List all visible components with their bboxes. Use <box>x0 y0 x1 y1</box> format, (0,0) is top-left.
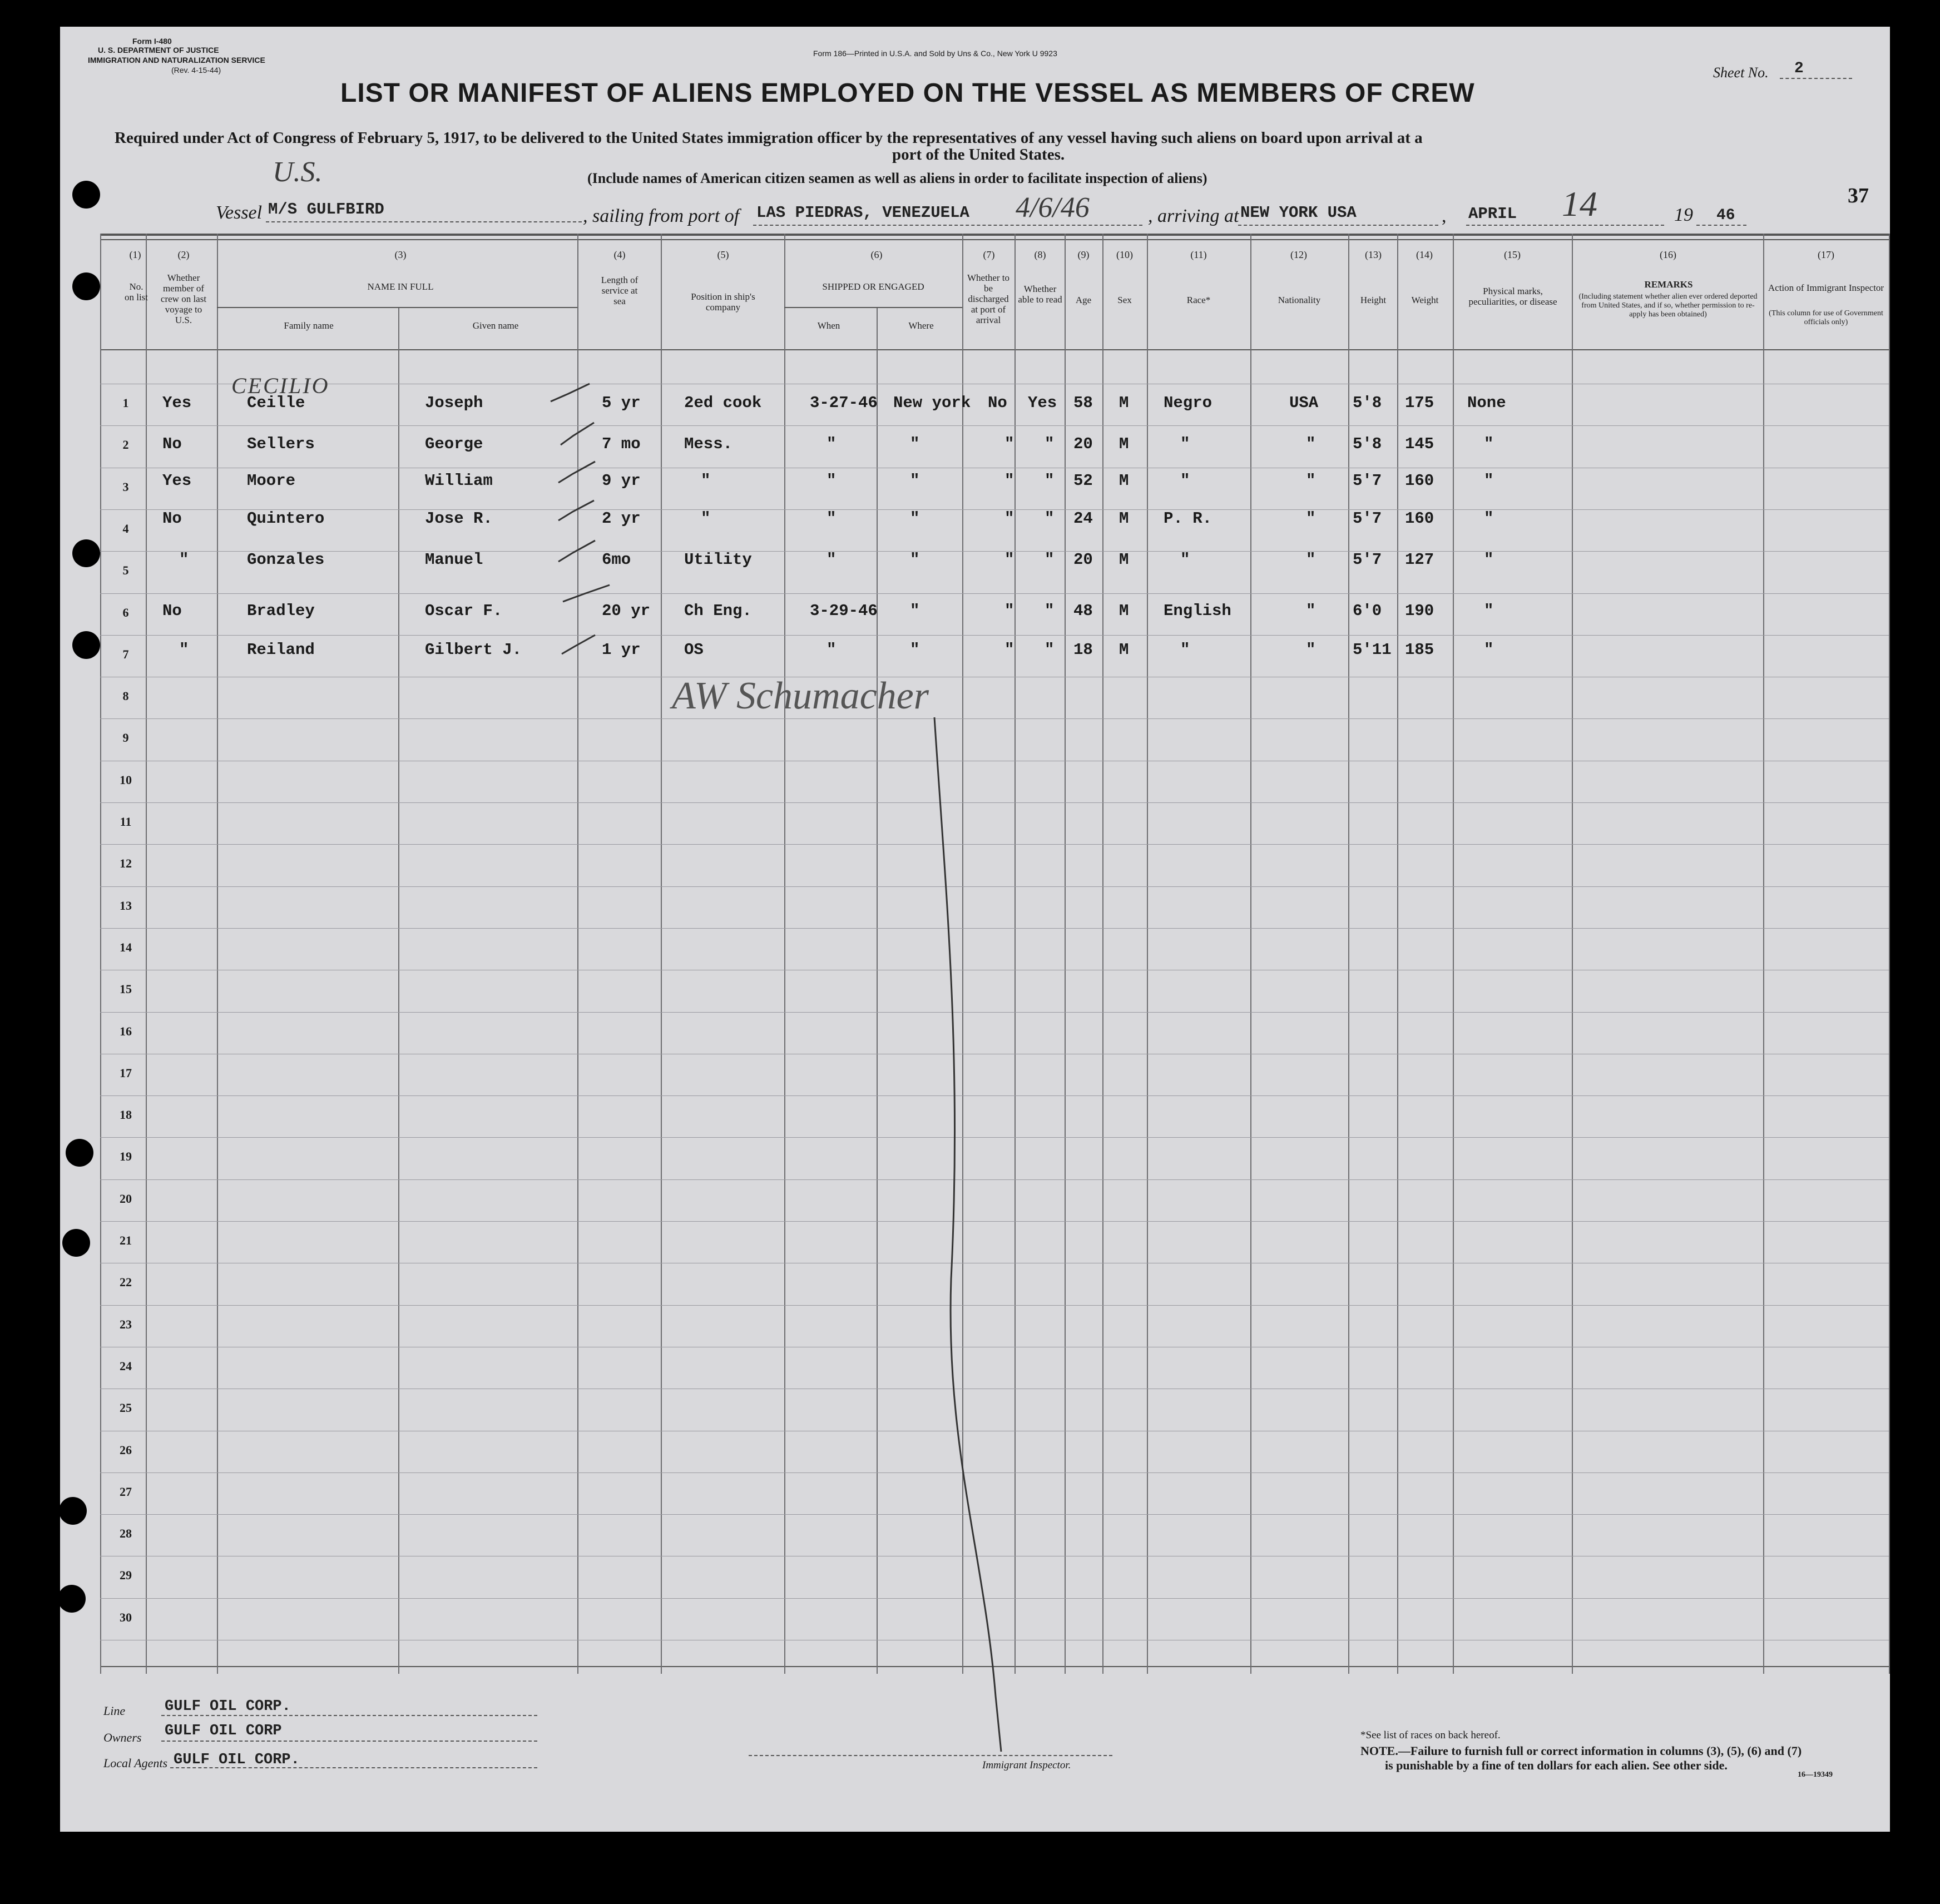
col16-header: REMARKS <box>1644 279 1693 290</box>
weight-cell: 190 <box>1405 602 1434 620</box>
col13-header: Height <box>1360 295 1387 305</box>
handwritten-us: U.S. <box>273 156 323 188</box>
note-line-1: NOTE.—Failure to furnish full or correct information in columns (3), (5), (6) and (7) <box>1360 1744 1802 1758</box>
row-number: 3 <box>122 480 129 494</box>
nationality-cell: " <box>1306 551 1316 569</box>
row-rule <box>100 551 1889 552</box>
punch-hole <box>58 1585 86 1613</box>
service-cell: 6mo <box>602 551 631 569</box>
family-name-cell: Ceille <box>247 394 305 412</box>
row-rule <box>100 1472 1889 1473</box>
port-to: NEW YORK USA <box>1240 204 1357 222</box>
sex-cell: M <box>1119 641 1129 659</box>
read-cell: " <box>1045 435 1055 453</box>
shipped-where-cell: " <box>910 472 920 490</box>
voyage-cell: No <box>162 602 182 620</box>
position-cell: Mess. <box>684 435 733 453</box>
col3b-header: Given name <box>472 320 519 331</box>
col17-header: Action of Immigrant Inspector <box>1768 282 1884 293</box>
marks-cell: " <box>1484 472 1494 490</box>
marks-cell: " <box>1484 509 1494 528</box>
punch-hole <box>62 1229 90 1257</box>
col8-number: (8) <box>1034 249 1046 260</box>
line-value: GULF OIL CORP. <box>165 1698 291 1715</box>
note-line-2: is punishable by a fine of ten dollars for each alien. See other side. <box>1385 1758 1728 1772</box>
position-cell: Utility <box>684 551 752 569</box>
handwritten-date: 4/6/46 <box>1016 192 1090 224</box>
col10-number: (10) <box>1116 249 1133 260</box>
manifest-table <box>100 234 1889 1674</box>
marks-cell: None <box>1467 394 1506 412</box>
weight-cell: 145 <box>1405 435 1434 453</box>
shipped-when-cell: 3-29-46 <box>810 602 878 620</box>
owners-value: GULF OIL CORP <box>165 1723 282 1739</box>
shipped-when-cell: " <box>827 435 837 453</box>
voyage-cell: Yes <box>162 472 192 490</box>
sailing-label: , sailing from port of <box>583 206 740 226</box>
vessel-name: M/S GULFBIRD <box>268 200 384 219</box>
row-rule <box>100 844 1889 845</box>
port-from: LAS PIEDRAS, VENEZUELA <box>756 204 969 222</box>
race-cell: " <box>1180 641 1190 659</box>
shipped-where-cell: " <box>910 551 920 569</box>
col13-number: (13) <box>1365 249 1382 260</box>
row-number: 18 <box>120 1108 132 1122</box>
shipped-when-cell: " <box>827 641 837 659</box>
row-number: 10 <box>120 773 132 787</box>
family-name-cell: Reiland <box>247 641 315 659</box>
height-cell: 6'0 <box>1353 602 1382 620</box>
row-number: 13 <box>120 899 132 913</box>
row-rule <box>100 635 1889 636</box>
col6-header: SHIPPED OR ENGAGED <box>822 281 924 292</box>
row-number: 6 <box>122 606 129 619</box>
col16-subheader: (Including statement whether alien ever ordered deported from United States, and if so, whether permission to re-apply has been obtained) <box>1578 292 1758 319</box>
form-id: Form I-480 <box>132 37 172 46</box>
row-number: 23 <box>120 1317 132 1331</box>
sheet-number: 2 <box>1794 60 1804 77</box>
page-number: 37 <box>1848 184 1869 207</box>
weight-cell: 127 <box>1405 551 1434 569</box>
discharged-cell: " <box>1004 641 1014 659</box>
row-number: 9 <box>122 731 129 745</box>
age-cell: 58 <box>1073 394 1093 412</box>
punch-hole <box>72 272 100 300</box>
punch-hole <box>72 631 100 659</box>
service-cell: 7 mo <box>602 435 641 453</box>
row-number: 2 <box>122 438 129 452</box>
department-line: U. S. DEPARTMENT OF JUSTICE <box>98 46 219 54</box>
row-number: 1 <box>122 396 129 410</box>
year-suffix: 46 <box>1716 207 1735 224</box>
col6a-header: When <box>817 320 840 331</box>
col2-header: Whether member of crew on last voyage to U.S. <box>160 272 207 325</box>
sex-cell: M <box>1119 435 1129 453</box>
height-cell: 5'7 <box>1353 551 1382 569</box>
family-name-cell: Quintero <box>247 509 325 528</box>
shipped-where-cell: " <box>910 641 920 659</box>
race-cell: " <box>1180 551 1190 569</box>
year-prefix: 19 <box>1674 205 1693 225</box>
row-rule <box>100 1305 1889 1306</box>
printer-line: Form 186—Printed in U.S.A. and Sold by Uns & Co., New York U 9923 <box>813 49 1057 58</box>
nationality-cell: " <box>1306 602 1316 620</box>
shipped-where-cell: " <box>910 435 920 453</box>
col4-header: Length of service at sea <box>601 275 639 306</box>
row-rule <box>100 802 1889 803</box>
row-rule <box>100 1095 1889 1096</box>
service-cell: 20 yr <box>602 602 651 620</box>
inspector-label: Immigrant Inspector. <box>982 1759 1071 1771</box>
row-rule <box>100 1012 1889 1013</box>
weight-cell: 160 <box>1405 472 1434 490</box>
row-rule <box>100 1598 1889 1599</box>
age-cell: 24 <box>1073 509 1093 528</box>
position-cell: 2ed cook <box>684 394 762 412</box>
discharged-cell: " <box>1004 602 1014 620</box>
family-name-cell: Bradley <box>247 602 315 620</box>
row-number: 20 <box>120 1192 132 1206</box>
col9-number: (9) <box>1077 249 1090 260</box>
row-number: 22 <box>120 1275 132 1289</box>
agents-value: GULF OIL CORP. <box>174 1752 300 1768</box>
height-cell: 5'11 <box>1353 641 1392 659</box>
marks-cell: " <box>1484 641 1494 659</box>
height-cell: 5'7 <box>1353 509 1382 528</box>
service-cell: 2 yr <box>602 509 641 528</box>
shipped-where-cell: " <box>910 602 920 620</box>
sex-cell: M <box>1119 472 1129 490</box>
position-cell: " <box>701 472 711 490</box>
col12-header: Nationality <box>1278 295 1321 305</box>
row-rule <box>100 1514 1889 1515</box>
discharged-cell: " <box>1004 435 1014 453</box>
row-rule <box>100 425 1889 426</box>
include-line: (Include names of American citizen seamen as well as aliens in order to facilitate inspection of aliens) <box>587 170 1207 186</box>
age-cell: 18 <box>1073 641 1093 659</box>
discharged-cell: " <box>1004 551 1014 569</box>
marks-cell: " <box>1484 551 1494 569</box>
weight-cell: 175 <box>1405 394 1434 412</box>
nationality-cell: USA <box>1289 394 1319 412</box>
arrival-day: 14 <box>1562 184 1597 224</box>
row-number: 29 <box>120 1568 132 1582</box>
inspector-signature: AW Schumacher <box>672 675 929 717</box>
given-name-cell: Oscar F. <box>425 602 503 620</box>
col14-number: (14) <box>1416 249 1433 260</box>
row-number: 27 <box>120 1485 132 1499</box>
col15-number: (15) <box>1504 249 1521 260</box>
col3-header: NAME IN FULL <box>367 281 434 292</box>
discharged-cell: No <box>988 394 1007 412</box>
row-rule <box>100 1137 1889 1138</box>
row-number: 24 <box>120 1359 132 1373</box>
age-cell: 20 <box>1073 551 1093 569</box>
shipped-where-cell: " <box>910 509 920 528</box>
height-cell: 5'8 <box>1353 394 1382 412</box>
col15-header: Physical marks, peculiarities, or disease <box>1468 286 1557 307</box>
shipped-when-cell: " <box>827 551 837 569</box>
row-number: 25 <box>120 1401 132 1415</box>
row-number: 28 <box>120 1526 132 1540</box>
col7-header: Whether to be discharged at port of arrival <box>967 272 1009 325</box>
row-rule <box>100 509 1889 510</box>
revision-line: (Rev. 4-15-44) <box>171 66 221 75</box>
col6b-header: Where <box>908 320 934 331</box>
required-line-1: Required under Act of Congress of February 5, 1917, to be delivered to the United States immigration officer by the representatives of any vessel having such aliens on board upon arrival at a <box>115 129 1423 147</box>
position-cell: " <box>701 509 711 528</box>
col17-subheader: (This column for use of Government officials only) <box>1769 309 1883 326</box>
form-code: 16—19349 <box>1798 1771 1833 1779</box>
nationality-cell: " <box>1306 641 1316 659</box>
weight-cell: 160 <box>1405 509 1434 528</box>
row-rule <box>100 1221 1889 1222</box>
row-rule <box>100 1179 1889 1180</box>
line-label: Line <box>103 1704 126 1718</box>
row-number: 30 <box>120 1610 132 1624</box>
given-name-cell: Gilbert J. <box>425 641 522 659</box>
page-title: LIST OR MANIFEST OF ALIENS EMPLOYED ON THE VESSEL AS MEMBERS OF CREW <box>340 78 1475 108</box>
marks-cell: " <box>1484 602 1494 620</box>
row-number: 26 <box>120 1443 132 1457</box>
sex-cell: M <box>1119 551 1129 569</box>
col10-header: Sex <box>1117 295 1132 305</box>
read-cell: " <box>1045 602 1055 620</box>
shipped-where-cell: New york <box>893 394 971 412</box>
row-number: 4 <box>122 522 129 536</box>
marks-cell: " <box>1484 435 1494 453</box>
sex-cell: M <box>1119 394 1129 412</box>
handwritten-family-correction: CECILIO <box>231 373 330 398</box>
races-note: *See list of races on back hereof. <box>1360 1729 1501 1741</box>
height-cell: 5'8 <box>1353 435 1382 453</box>
race-cell: " <box>1180 472 1190 490</box>
row-number: 8 <box>122 689 129 703</box>
given-name-cell: Joseph <box>425 394 483 412</box>
col11-header: Race* <box>1186 295 1211 305</box>
vessel-label: Vessel <box>216 202 263 223</box>
given-name-cell: Manuel <box>425 551 483 569</box>
read-cell: " <box>1045 641 1055 659</box>
col1-number: (1) <box>129 249 141 260</box>
sex-cell: M <box>1119 509 1129 528</box>
service-cell: 5 yr <box>602 394 641 412</box>
shipped-when-cell: " <box>827 472 837 490</box>
voyage-cell: Yes <box>162 394 192 412</box>
punch-hole <box>72 539 100 567</box>
col5-header: Position in ship's company <box>691 291 755 313</box>
read-cell: " <box>1045 472 1055 490</box>
position-cell: Ch Eng. <box>684 602 752 620</box>
shipped-when-cell: " <box>827 509 837 528</box>
row-rule <box>100 593 1889 594</box>
col14-header: Weight <box>1411 295 1439 305</box>
row-number: 21 <box>120 1233 132 1247</box>
row-number: 15 <box>120 982 132 996</box>
required-line-2: port of the United States. <box>892 146 1065 163</box>
row-number: 7 <box>122 647 129 661</box>
nationality-cell: " <box>1306 435 1316 453</box>
col8-header: Whether able to read <box>1018 284 1062 305</box>
row-number: 12 <box>120 856 132 870</box>
row-rule <box>100 718 1889 719</box>
service-cell: 1 yr <box>602 641 641 659</box>
discharged-cell: " <box>1004 509 1014 528</box>
family-name-cell: Moore <box>247 472 296 490</box>
col12-number: (12) <box>1290 249 1307 260</box>
col7-number: (7) <box>983 249 995 260</box>
arrival-month: APRIL <box>1468 205 1517 223</box>
col2-number: (2) <box>177 249 190 260</box>
col4-number: (4) <box>613 249 626 260</box>
col3-number: (3) <box>394 249 407 260</box>
height-cell: 5'7 <box>1353 472 1382 490</box>
col1-header: No. on list <box>124 281 149 303</box>
row-number: 16 <box>120 1024 132 1038</box>
punch-hole <box>72 181 100 209</box>
col6-number: (6) <box>870 249 883 260</box>
service-cell: 9 yr <box>602 472 641 490</box>
read-cell: " <box>1045 509 1055 528</box>
age-cell: 48 <box>1073 602 1093 620</box>
col3a-header: Family name <box>284 320 334 331</box>
race-cell: English <box>1164 602 1231 620</box>
age-cell: 52 <box>1073 472 1093 490</box>
row-rule <box>100 928 1889 929</box>
row-number: 14 <box>120 940 132 954</box>
voyage-cell: No <box>162 509 182 528</box>
row-number: 11 <box>120 815 132 829</box>
voyage-cell: No <box>162 435 182 453</box>
age-cell: 20 <box>1073 435 1093 453</box>
arriving-label: , arriving at <box>1148 206 1239 226</box>
read-cell: " <box>1045 551 1055 569</box>
agents-label: Local Agents <box>103 1756 168 1770</box>
nationality-cell: " <box>1306 509 1316 528</box>
family-name-cell: Sellers <box>247 435 315 453</box>
col17-number: (17) <box>1818 249 1834 260</box>
nationality-cell: " <box>1306 472 1316 490</box>
col11-number: (11) <box>1190 249 1207 260</box>
voyage-cell: " <box>179 551 189 569</box>
row-number: 17 <box>120 1066 132 1080</box>
punch-hole <box>59 1497 87 1525</box>
given-name-cell: Jose R. <box>425 509 493 528</box>
row-number: 19 <box>120 1149 132 1163</box>
position-cell: OS <box>684 641 704 659</box>
row-rule <box>100 886 1889 887</box>
col16-number: (16) <box>1660 249 1676 260</box>
sex-cell: M <box>1119 602 1129 620</box>
given-name-cell: George <box>425 435 483 453</box>
col5-number: (5) <box>717 249 729 260</box>
sheet-label: Sheet No. <box>1713 65 1769 81</box>
owners-label: Owners <box>103 1731 142 1744</box>
service-line: IMMIGRATION AND NATURALIZATION SERVICE <box>88 56 265 65</box>
race-cell: " <box>1180 435 1190 453</box>
voyage-cell: " <box>179 641 189 659</box>
punch-hole <box>66 1139 93 1167</box>
weight-cell: 185 <box>1405 641 1434 659</box>
family-name-cell: Gonzales <box>247 551 325 569</box>
race-cell: Negro <box>1164 394 1212 412</box>
race-cell: P. R. <box>1164 509 1212 528</box>
shipped-when-cell: 3-27-46 <box>810 394 878 412</box>
row-number: 5 <box>122 563 129 577</box>
col9-header: Age <box>1075 295 1092 305</box>
discharged-cell: " <box>1004 472 1014 490</box>
given-name-cell: William <box>425 472 493 490</box>
read-cell: Yes <box>1028 394 1057 412</box>
